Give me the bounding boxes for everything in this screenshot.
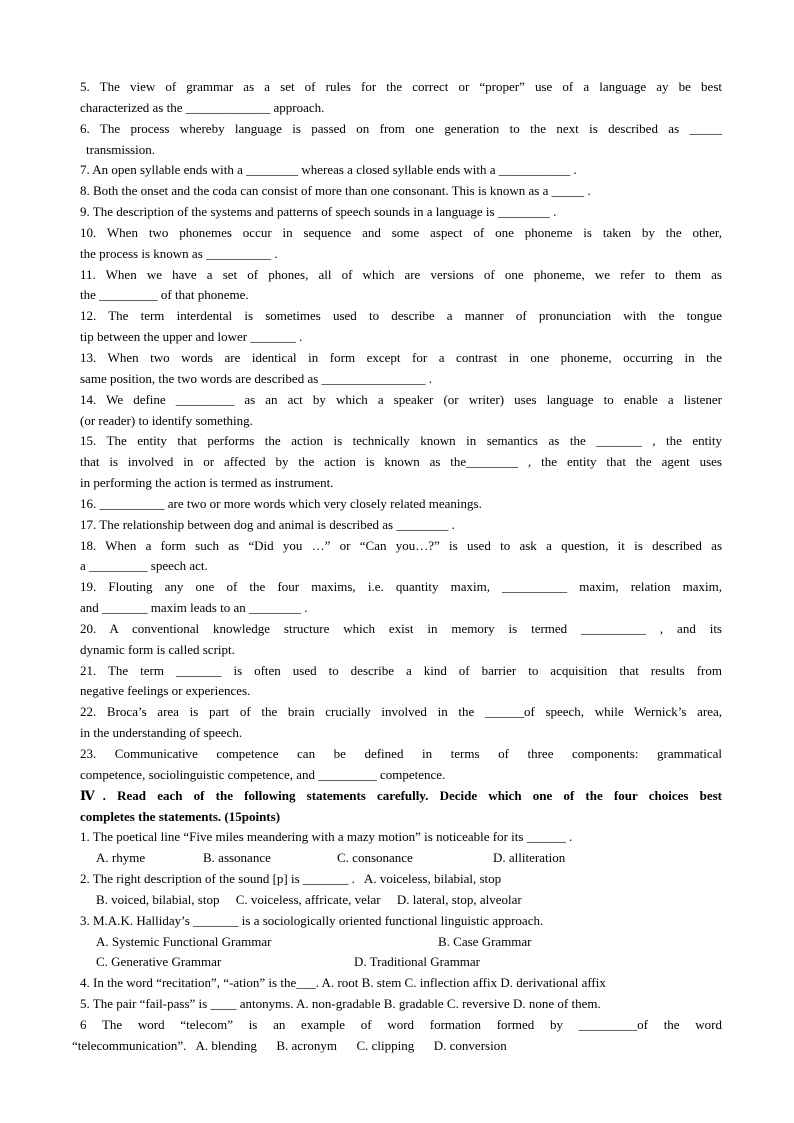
mc-options [80,952,722,973]
mc-options: B. voiced, bilabial, stop C. voiceless, affricate, velar D. lateral, stop, alveolar [96,891,522,907]
question-line: 14. We define _________ as an act by which a speaker (or writer) uses language to enable a listener [80,391,722,407]
question-line: dynamic form is called script. [80,641,235,657]
question-7 [80,160,722,181]
question-line: 10. When two phonemes occur in sequence and some aspect of one phoneme is taken by the other, [80,224,722,240]
question-line: 13. When two words are identical in form except for a contrast in one phoneme, occurring in the [80,349,722,365]
mc-stem: 6 The word “telecom” is an example of word formation formed by _________of the word [80,1016,722,1032]
question-line: 9. The description of the systems and patterns of speech sounds in a language is ________ . [80,204,557,220]
question-22 [80,702,722,744]
question-line: 16. __________ are two or more words which very closely related meanings. [80,495,482,511]
question-line: 12. The term interdental is sometimes used to describe a manner of pronunciation with the tongue [80,308,722,324]
question-13 [80,348,722,390]
mc-option: B. assonance [203,850,271,866]
question-line: 23. Communicative competence can be defined in terms of three components: grammatical [80,746,722,761]
question-line: 20. A conventional knowledge structure which exist in memory is termed __________ , and its [80,620,722,636]
question-line: a _________ speech act. [80,558,208,574]
question-line: transmission. [86,141,155,157]
question-14 [80,390,722,432]
question-line: competence, sociolinguistic competence, and _________ competence. [80,766,446,782]
question-line: 15. The entity that performs the action is technically known in semantics as the _______ , the entity [80,433,722,449]
question-line: 22. Broca’s area is part of the brain crucially involved in the ______of speech, while Wernick’s area, [80,704,722,720]
question-16 [80,494,722,515]
question-23 [80,744,722,786]
mc-option: A. Systemic Functional Grammar [96,933,272,949]
question-15 [80,431,722,494]
question-line: the _________ of that phoneme. [80,287,249,303]
section-4-heading [80,786,722,828]
mc-item-6 [72,1015,722,1057]
question-line: in the understanding of speech. [80,725,243,741]
section-heading-line: completes the statements. (15points) [80,808,281,824]
mc-option: D. Traditional Grammar [354,954,481,970]
question-10 [80,223,722,265]
mc-options [80,848,722,869]
question-line: that is involved in or affected by the action is known as the________ , the entity that the agent uses [80,454,722,470]
question-5 [80,77,722,119]
question-line: same position, the two words are described as ________________ . [80,370,433,386]
question-line: characterized as the _____________ approach. [80,99,325,115]
question-6 [80,119,722,161]
mc-option: C. consonance [337,850,413,866]
question-19 [80,577,722,619]
question-line: 7. An open syllable ends with a ________ whereas a closed syllable ends with a ___________ . [80,162,577,178]
question-12 [80,306,722,348]
mc-option: B. Case Grammar [438,933,532,949]
question-21 [80,661,722,703]
question-20 [80,619,722,661]
mc-stem: 4. In the word “recitation”, “-ation” is the___. A. root B. stem C. inflection affix D. derivational affix [80,975,606,991]
section-heading-line: Ⅳ. Read each of the following statements carefully. Decide which one of the four choices best [80,787,722,803]
mc-option: C. Generative Grammar [96,954,222,970]
mc-stem: 5. The pair “fail-pass” is ____ antonyms. A. non-gradable B. gradable C. reversive D. none of them. [80,996,601,1012]
question-line: 18. When a form such as “Did you …” or “Can you…?” is used to ask a question, it is described as [80,537,722,553]
question-line: (or reader) to identify something. [80,412,253,428]
question-line: the process is known as __________ . [80,245,278,261]
mc-item-5 [80,994,722,1015]
question-line: 17. The relationship between dog and animal is described as ________ . [80,516,455,532]
question-9 [80,202,722,223]
mc-stem: 1. The poetical line “Five miles meandering with a mazy motion” is noticeable for its ______ . [80,829,573,845]
question-11 [80,265,722,307]
question-line: 11. When we have a set of phones, all of which are versions of one phoneme, we refer to them as [80,266,722,282]
question-line: 8. Both the onset and the coda can consist of more than one consonant. This is known as a _____ . [80,183,591,199]
question-line: in performing the action is termed as instrument. [80,475,334,491]
mc-stem: 3. M.A.K. Halliday’s _______ is a sociologically oriented functional linguistic approach. [80,912,544,928]
mc-item-3 [80,911,722,974]
question-line: 19. Flouting any one of the four maxims, i.e. quantity maxim, __________ maxim, relation maxim, [80,579,722,595]
question-line: 21. The term _______ is often used to describe a kind of barrier to acquisition that results from [80,662,722,678]
question-line: 5. The view of grammar as a set of rules for the correct or “proper” use of a language ay be best [80,79,722,94]
mc-continuation: “telecommunication”. A. blending B. acronym C. clipping D. conversion [72,1037,507,1053]
page-content [72,77,722,1057]
question-line: and _______ maxim leads to an ________ . [80,600,308,616]
question-line: tip between the upper and lower _______ . [80,329,303,345]
mc-item-1 [80,827,722,869]
question-18 [80,536,722,578]
mc-item-4 [80,973,722,994]
mc-options [80,932,722,953]
mc-item-2 [80,869,722,911]
question-8 [80,181,722,202]
question-line: negative feelings or experiences. [80,683,251,699]
mc-stem: 2. The right description of the sound [p] is _______ . A. voiceless, bilabial, stop [80,871,502,887]
question-17 [80,515,722,536]
question-line: 6. The process whereby language is passed on from one generation to the next is described as _____ [80,120,722,136]
mc-option: D. alliteration [493,850,566,866]
mc-option: A. rhyme [96,850,146,866]
